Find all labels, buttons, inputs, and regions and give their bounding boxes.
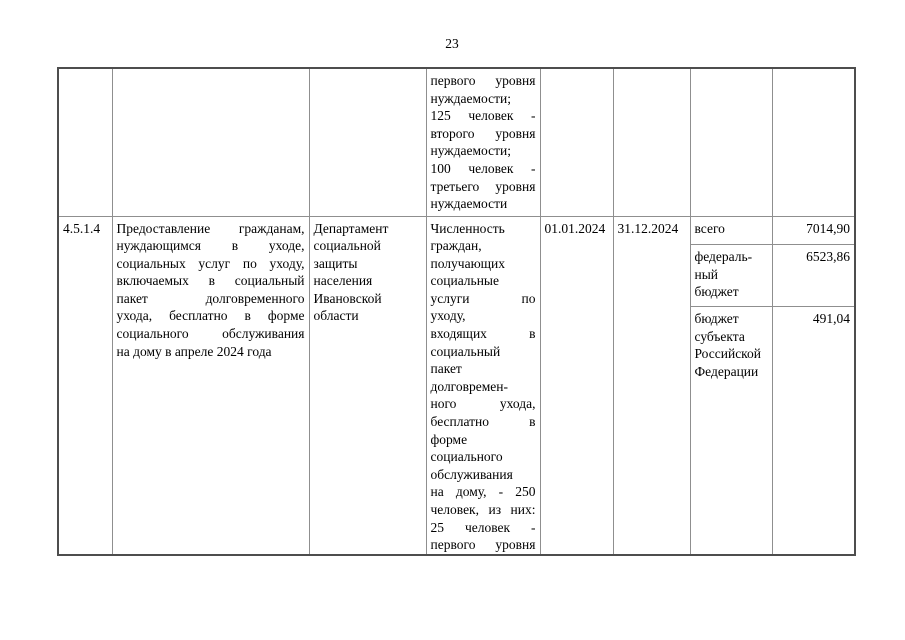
cell-budget-amount-empty — [772, 68, 855, 216]
cell-indicator — [426, 216, 540, 555]
cell-indicator-continuation — [426, 68, 540, 216]
text-line: на дому в апреле 2024 года — [116, 343, 272, 359]
text-line: нуждающимся в уходе, — [116, 238, 305, 254]
text-line: социального — [430, 449, 503, 465]
text-line: граждан, — [430, 238, 482, 254]
text-line: субъекта — [694, 328, 745, 344]
text-line: первого уровня — [430, 537, 536, 553]
cell-budget-amount-region: 491,04 — [772, 307, 855, 555]
text-line: человек, из них: — [430, 502, 536, 517]
text-line: на дому, - 250 — [430, 484, 536, 500]
text-line: области — [313, 308, 359, 324]
cell-number: 4.5.1.4 — [58, 216, 112, 555]
text-line: пакет — [430, 361, 462, 377]
cell-department — [309, 216, 426, 555]
cell-budget-label-federal — [690, 245, 772, 307]
text-line: обслуживания — [430, 466, 513, 482]
text-line: нуждаемости; — [430, 90, 511, 106]
table-row-continuation — [58, 68, 855, 216]
text-line: форме — [430, 431, 468, 447]
text-line: третьего уровня — [430, 178, 536, 194]
text-line: защиты — [313, 255, 358, 271]
text-line: социальный — [430, 343, 501, 359]
cell-department-empty — [309, 68, 426, 216]
text-line: получающих — [430, 255, 506, 271]
cell-date-start: 01.01.2024 — [540, 216, 613, 555]
cell-budget-label-total — [690, 216, 772, 245]
cell-budget-amount-federal: 6523,86 — [772, 245, 855, 307]
text-line: первого уровня — [430, 73, 536, 88]
text-line: 100 человек - — [430, 160, 536, 176]
page-number: 23 — [445, 36, 459, 51]
cell-date-start-empty — [540, 68, 613, 216]
table-row-measure — [58, 216, 855, 245]
text-line: бюджет — [694, 284, 739, 300]
text-line: Ивановской — [313, 290, 382, 306]
cell-budget-amount-total: 7014,90 — [772, 216, 855, 245]
cell-budget-label-empty — [690, 68, 772, 216]
text-line: населения — [313, 273, 373, 289]
text-line: Численность — [430, 220, 505, 236]
cell-number-empty — [58, 68, 112, 216]
text-line: всего — [694, 220, 725, 236]
text-line: Департамент — [313, 220, 389, 236]
cell-date-end: 31.12.2024 — [613, 216, 690, 555]
cell-measure-empty — [112, 68, 309, 216]
cell-budget-label-region — [690, 307, 772, 555]
text-line: ный — [694, 266, 719, 282]
text-line: Предоставление гражданам, — [116, 220, 305, 236]
text-line: Федерации — [694, 364, 759, 380]
measures-table — [57, 67, 856, 556]
text-line: входящих в — [430, 326, 536, 342]
cell-date-end-empty — [613, 68, 690, 216]
text-line: Российской — [694, 346, 762, 362]
text-line: социального обслуживания — [116, 326, 305, 342]
text-line: бюджет — [694, 311, 739, 327]
text-line: ухода, бесплатно в форме — [116, 308, 305, 324]
text-line: социальной — [313, 238, 381, 254]
text-line: 125 человек - — [430, 108, 536, 124]
text-line: пакет долговременного — [116, 290, 305, 306]
text-line: 25 человек - — [430, 519, 536, 535]
cell-measure — [112, 216, 309, 555]
text-line: включаемых в социальный — [116, 273, 305, 289]
text-line: бесплатно в — [430, 414, 536, 430]
text-line: второго уровня — [430, 125, 536, 141]
text-line: социальных услуг по уходу, — [116, 255, 305, 271]
text-line: федераль- — [694, 249, 753, 265]
text-line: нуждаемости — [430, 196, 508, 212]
text-line: услуги по — [430, 290, 536, 306]
text-line: уходу, — [430, 308, 466, 324]
text-line: ного ухода, — [430, 396, 536, 412]
text-line: нуждаемости; — [430, 143, 511, 159]
text-line: долговремен- — [430, 378, 508, 394]
text-line: социальные — [430, 273, 499, 289]
